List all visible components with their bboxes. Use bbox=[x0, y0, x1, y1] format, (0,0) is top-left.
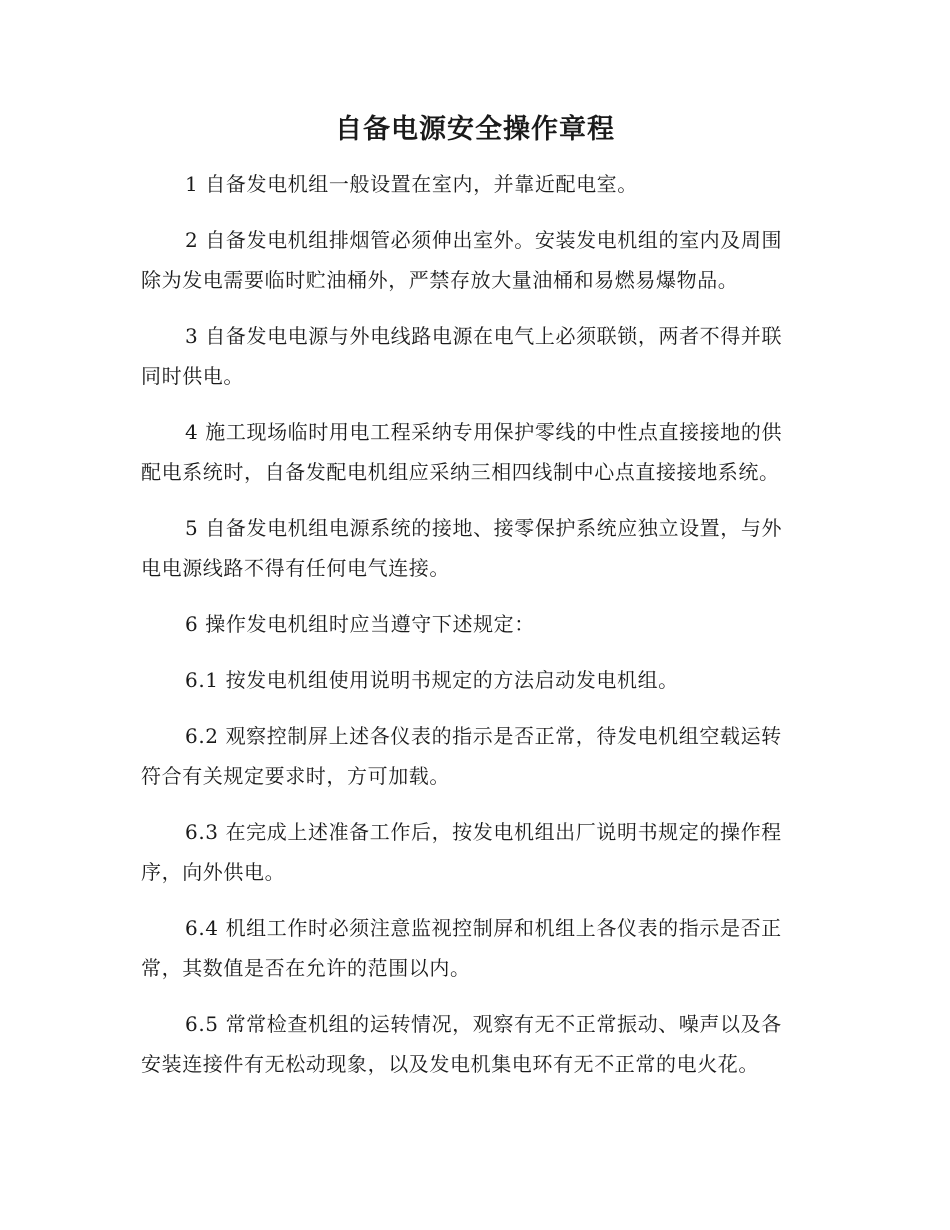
paragraph-5: 5 自备发电机组电源系统的接地、接零保护系统应独立设置，与外电电源线路不得有任何电气连接。 bbox=[141, 516, 783, 580]
document-title: 自备电源安全操作章程 bbox=[335, 114, 615, 145]
paragraph-6: 6 操作发电机组时应当遵守下述规定： bbox=[185, 612, 535, 636]
paragraph-6-2: 6.2 观察控制屏上述各仪表的指示是否正常，待发电机组空载运转符合有关规定要求时，方可加载。 bbox=[141, 724, 782, 788]
paragraph-6-3: 6.3 在完成上述准备工作后，按发电机组出厂说明书规定的操作程序，向外供电。 bbox=[141, 820, 782, 884]
paragraph-4: 4 施工现场临时用电工程采纳专用保护零线的中性点直接接地的供配电系统时，自备发配电机组应采纳三相四线制中心点直接接地系统。 bbox=[141, 420, 783, 484]
document-body bbox=[141, 164, 801, 1100]
paragraph-6-4: 6.4 机组工作时必须注意监视控制屏和机组上各仪表的指示是否正常，其数值是否在允许的范围以内。 bbox=[141, 916, 782, 980]
paragraph-6-1: 6.1 按发电机组使用说明书规定的方法启动发电机组。 bbox=[185, 668, 679, 692]
paragraph-2: 2 自备发电机组排烟管必须伸出室外。安装发电机组的室内及周围除为发电需要临时贮油桶外，严禁存放大量油桶和易燃易爆物品。 bbox=[141, 228, 783, 292]
paragraph-6-5: 6.5 常常检查机组的运转情况，观察有无不正常振动、噪声以及各安装连接件有无松动现象，以及发电机集电环有无不正常的电火花。 bbox=[141, 1012, 782, 1076]
paragraph-3: 3 自备发电电源与外电线路电源在电气上必须联锁，两者不得并联同时供电。 bbox=[141, 324, 783, 388]
paragraph-1: 1 自备发电机组一般设置在室内，并靠近配电室。 bbox=[185, 172, 638, 196]
